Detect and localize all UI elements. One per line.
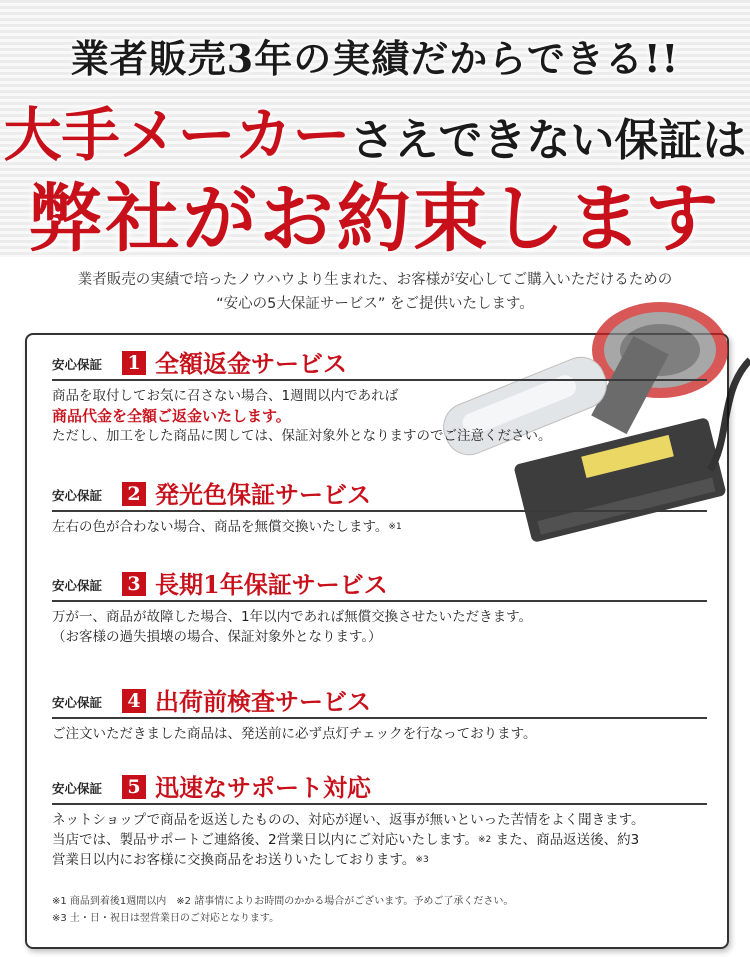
hero-headline: 業者販売3年の実績だからできる!! xyxy=(70,36,680,81)
service-3 xyxy=(52,564,707,647)
service-text-line xyxy=(52,830,707,850)
service-text: 営業日以内にお客様に交換商品をお送りいたしております。 xyxy=(52,852,416,868)
footnote-mark: ※1 xyxy=(388,522,402,532)
guarantee-tag: 安心保証 xyxy=(52,695,103,710)
intro-text-line1: 業者販売の実績で培ったノウハウより生まれた、お客様が安心してご購入いただけるための xyxy=(77,272,673,288)
service-text: 商品を取付してお気に召さない場合、1週間以内であれば xyxy=(52,388,399,404)
guarantee-tag: 安心保証 xyxy=(52,488,103,503)
footnote-line: ※3 土・日・祝日は翌営業日のご対応となります。 xyxy=(52,913,280,924)
footnotes xyxy=(52,893,513,927)
service-5-header xyxy=(52,767,707,805)
service-text: （お客様の過失損壊の場合、保証対象外となります。） xyxy=(52,629,382,645)
service-number-badge: 3 xyxy=(122,572,146,596)
intro-text-line2: “安心の5大保証サービス” をご提供いたします。 xyxy=(216,296,534,312)
service-text: ネットショップで商品を返送したものの、対応が遅い、返事が無いといった苦情をよく聞きます。 xyxy=(52,812,645,828)
service-text: 左右の色が合わない場合、商品を無償交換いたします。 xyxy=(52,519,389,535)
service-text: 万が一、商品が故障した場合、1年以内であれば無償交換させたいただきます。 xyxy=(52,609,533,625)
service-title: 出荷前検査サービス xyxy=(155,687,371,716)
service-title: 全額返金サービス xyxy=(155,349,347,378)
service-1-body xyxy=(52,381,707,446)
service-3-body xyxy=(52,602,707,647)
service-4-header xyxy=(52,681,707,719)
service-1 xyxy=(52,343,707,446)
hero-banner xyxy=(0,0,750,262)
service-text-line xyxy=(52,850,707,870)
service-2 xyxy=(52,474,707,537)
service-number-badge: 2 xyxy=(122,482,146,506)
service-5-body xyxy=(52,805,707,870)
service-text: ご注文いただきました商品は、発送前に必ず点灯チェックを行なっております。 xyxy=(52,726,537,742)
service-emphasis: 商品代金を全額ご返金いたします。 xyxy=(52,407,291,425)
service-number-badge: 1 xyxy=(122,351,146,375)
service-title: 長期1年保証サービス xyxy=(155,570,388,599)
service-text: ただし、加工をした商品に関しては、保証対象外となりますのでご注意ください。 xyxy=(52,428,552,444)
service-4 xyxy=(52,681,707,744)
service-number-badge: 5 xyxy=(122,775,146,799)
hero-highlight-text: 大手メーカー xyxy=(3,101,351,169)
guarantee-tag: 安心保証 xyxy=(52,578,103,593)
service-5 xyxy=(52,767,707,870)
service-2-body xyxy=(52,512,707,537)
guarantee-tag: 安心保証 xyxy=(52,781,103,796)
service-1-header xyxy=(52,343,707,381)
service-4-body xyxy=(52,719,707,744)
service-number-badge: 4 xyxy=(122,689,146,713)
service-title: 発光色保証サービス xyxy=(155,480,371,509)
service-2-header xyxy=(52,474,707,512)
hero-subheadline-text: さえできない保証は xyxy=(350,115,747,166)
service-text: 当店では、製品サポートご連絡後、2営業日以内にご対応いたします。 xyxy=(52,832,479,848)
footnote-line: ※1 商品到着後1週間以内 ※2 諸事情によりお時間のかかる場合がございます。予めご了承ください。 xyxy=(52,896,514,907)
guarantee-tag: 安心保証 xyxy=(52,357,103,372)
service-3-header xyxy=(52,564,707,602)
service-text: また、商品返送後、約3 xyxy=(491,832,640,848)
footnote-mark: ※3 xyxy=(415,855,429,865)
service-title: 迅速なサポート対応 xyxy=(155,773,371,802)
hero-promise: 弊社がお約束します xyxy=(28,176,722,262)
footnote-mark: ※2 xyxy=(478,835,492,845)
